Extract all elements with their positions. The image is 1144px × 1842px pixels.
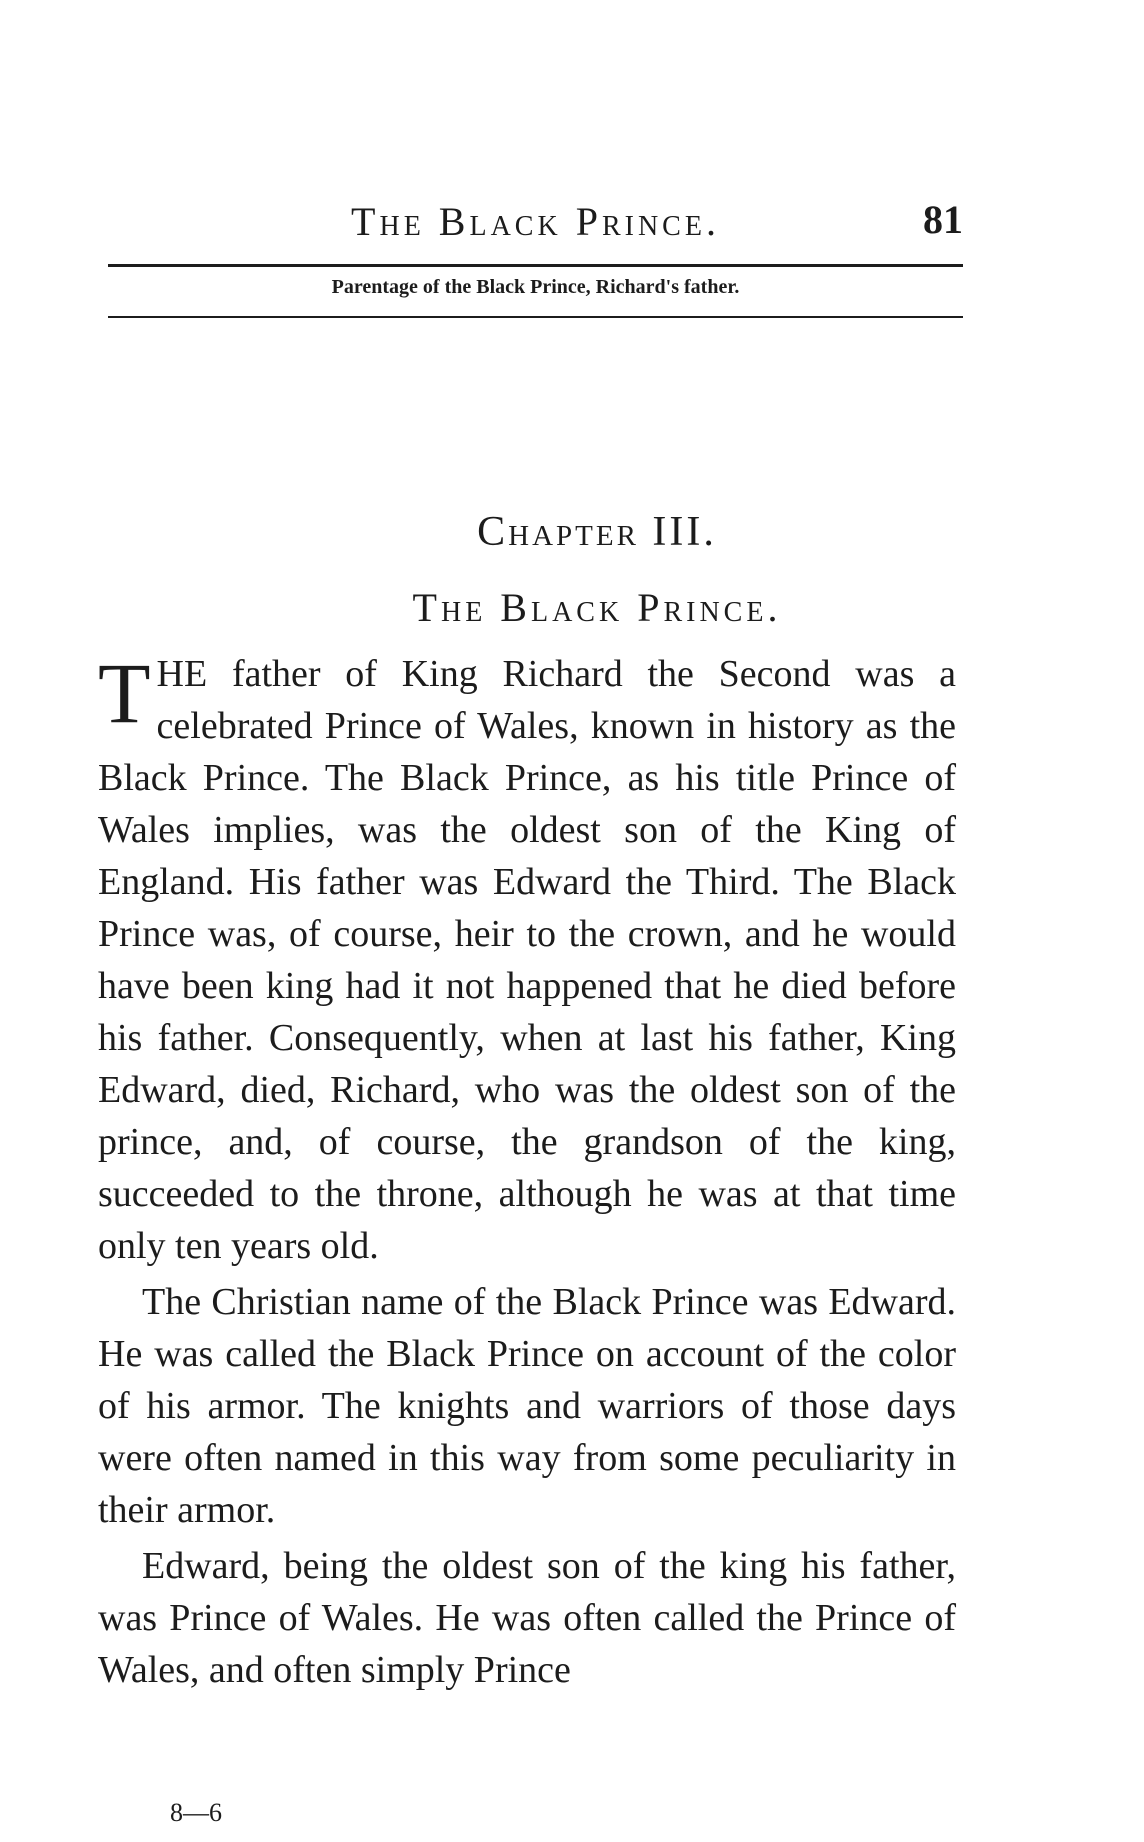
drop-cap: T [98,645,151,741]
signature-mark: 8—6 [170,1798,222,1827]
page-number: 81 [923,197,963,242]
chapter-title: The Black Prince. [412,585,782,630]
running-head [108,198,963,248]
paragraph-3: Edward, being the oldest son of the king his father, was Prince of Wales. He was often called the Prince of Wales, and often simply Prince [98,1545,956,1691]
marginal-note: Parentage of the Black Prince, Richard's father. [331,276,740,298]
header-rule-top [108,264,963,267]
running-title: The Black Prince. [351,199,720,244]
header-rule-bottom [108,316,963,318]
chapter-number: Chapter III. [477,509,717,555]
paragraph-1 [98,645,956,1272]
body-text [98,645,956,1696]
paragraph-2: The Christian name of the Black Prince was Edward. He was called the Black Prince on account of the color of his armor. The knights and warriors of those days were often named in this way from some peculiarity in their armor. [98,1281,956,1531]
paragraph-1-text: HE father of King Richard the Second was a celebrated Prince of Wales, known in history as the Black Prince. The Black Prince, as his title Prince of Wales implies, was the oldest son of the King of England. His father was Edward the Third. The Black Prince was, of course, heir to the crown, and he would have been king had it not happened that he died before his father. Consequently, when at last his father, King Edward, died, Richard, who was the oldest son of the prince, and, of course, the grandson of the king, succeeded to the throne, although he was at that time only ten years old. [98,653,956,1267]
